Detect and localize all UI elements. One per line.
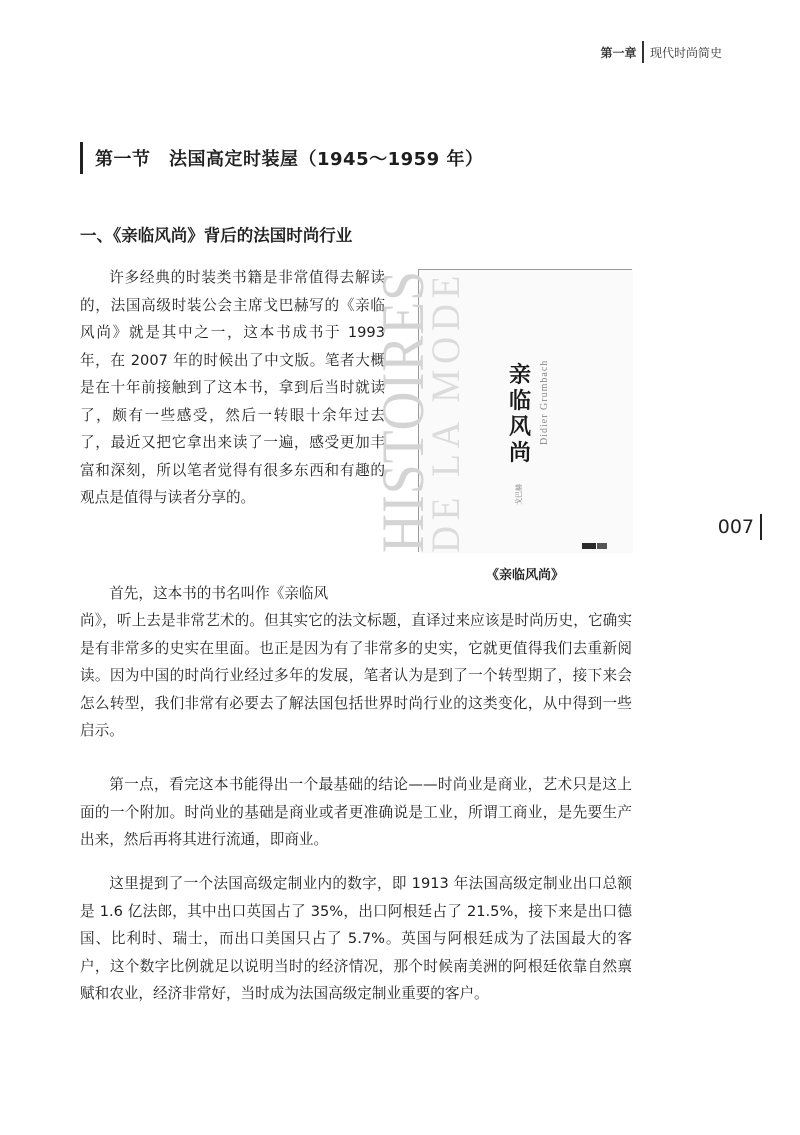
paragraph-4: 这里提到了一个法国高级定制业内的数字，即 1913 年法国高级定制业出口总额是 1.6 亿法郎，其中出口英国占了 35%，出口阿根廷占了 21.5%，接下来是出口德国、比利时、瑞士，而出口美国只占了 5.7%。英国与阿根廷成为了法国最大的客户，这个数字比例就足以说明当时的经济情况，那个时候南美洲的阿根廷依靠自然禀赋和农业，经济非常好，当时成为法国高级定制业重要的客户。 (80, 875, 632, 1002)
book-cover-art (370, 238, 633, 553)
cover-chinese-title-char: 风 (509, 414, 532, 440)
book-cover-image (370, 238, 632, 553)
subheading: 一、《亲临风尚》背后的法国时尚行业 (80, 226, 353, 245)
cover-chinese-title (509, 362, 531, 466)
paragraph-1: 许多经典的时装类书籍是非常值得去解读的，法国高级时装公会主席戈巴赫写的《亲临风尚》就是其中之一，这本书成书于 1993 年，在 2007 年的时候出了中文版。笔者大概是在十年前接触到了这本书，拿到后当时就读了，颇有一些感受，然后一转眼十余年过去了，最近又把它拿出来读了一遍，感受更加丰富和深刻，所以笔者觉得有很多东西和有趣的观点是值得与读者分享的。 (80, 269, 385, 506)
page-number (718, 514, 762, 540)
page-number-text: 007 (717, 516, 754, 538)
chapter-title: 现代时尚简史 (649, 45, 722, 60)
page-number-bar (760, 514, 762, 540)
paragraph-2-continued: 尚》，听上去是非常艺术的。但其实它的法文标题，直译过来应该是时尚历史，它确实是有非常多的史实在里面。也正是因为有了非常多的史实，它就更值得我们去重新阅读。因为中国的时尚行业经过多年的发展，笔者认为是到了一个转型期了，接下来会怎么转型，我们非常有必要去了解法国包括世界时尚行业的这类变化，从中得到一些启示。 (80, 612, 632, 739)
paragraph-2-lead: 首先，这本书的书名叫作《亲临风 (109, 585, 329, 602)
paragraph-3: 第一点，看完这本书能得出一个最基础的结论——时尚业是商业，艺术只是这上面的一个附加。时尚业的基础是商业或者更准确说是工业，所谓工商业，是先要生产出来，然后再将其进行流通，即商业。 (80, 776, 632, 848)
header-divider (642, 41, 644, 63)
figure-caption: 《亲临风尚》 (485, 568, 564, 583)
section-heading (80, 142, 483, 174)
cover-title-histoires: HISTOIRES (370, 238, 436, 553)
cover-chinese-title-char: 亲 (509, 362, 532, 388)
chapter-label: 第一章 (600, 45, 637, 60)
cover-chinese-title-char: 尚 (509, 440, 532, 466)
publisher-logo-mark (597, 543, 607, 549)
cover-author-name: Didier Grumbach (539, 359, 550, 445)
cover-chinese-author: 戈巴赫 (515, 484, 523, 505)
running-header (600, 41, 722, 63)
publisher-logo (582, 543, 596, 549)
cover-title-de-la-mode: DE LA MODE (423, 250, 468, 553)
section-heading-bar (80, 142, 83, 174)
section-title: 第一节 法国高定时装屋（1945～1959 年） (95, 149, 484, 170)
cover-chinese-title-char: 临 (509, 388, 532, 414)
